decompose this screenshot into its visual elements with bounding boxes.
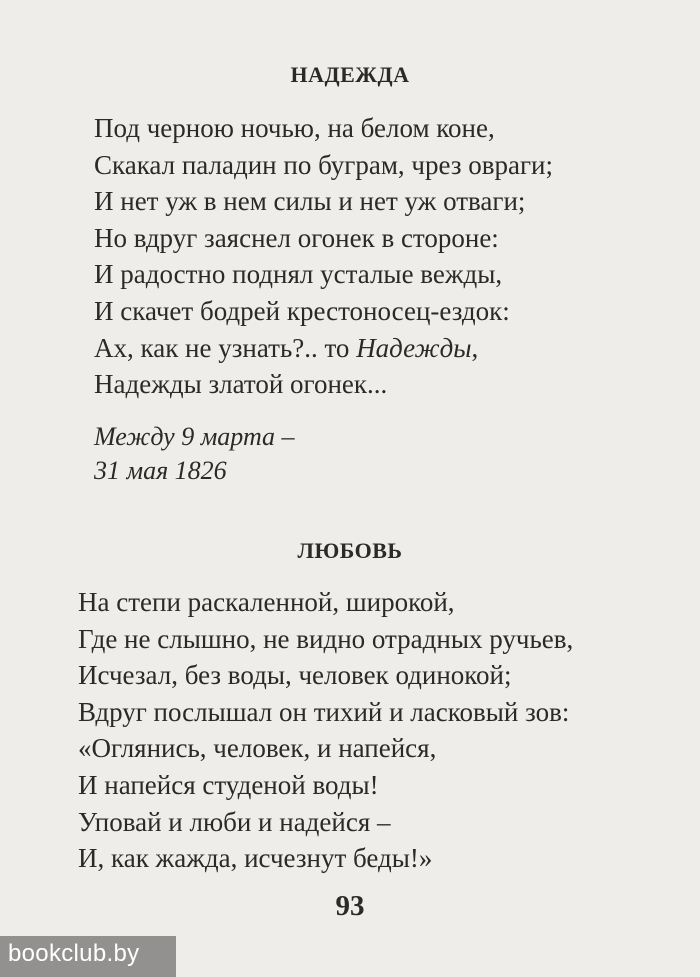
poem-line: И, как жажда, исчезнут беды!» [78, 843, 433, 874]
poem-line-punctuation: , [471, 332, 479, 363]
poem-line: Под черною ночью, на белом коне, [94, 113, 495, 143]
poem-line: Уповай и люби и надейся – [78, 806, 391, 837]
poem-line: И скачет бодрей крестоносец-ездок: [94, 295, 510, 326]
poem-line-italic-word: Надежды [356, 332, 472, 363]
poem-line: Где не слышно, не видно отрадных ручьев, [78, 623, 574, 654]
poem-line: Вдруг послышал он тихий и ласковый зов: [78, 696, 570, 727]
poem-line-text: Ах, как не узнать?.. то [94, 332, 357, 363]
watermark [0, 936, 176, 977]
poem-line: И нет уж в нем силы и нет уж отваги; [94, 186, 526, 217]
poem-line [94, 330, 553, 367]
poem-date [94, 420, 295, 488]
poem-nadezhda-stanza [94, 110, 553, 403]
watermark-text: bookclub.by [8, 940, 140, 967]
poem-line: И напейся студеной воды! [78, 769, 379, 800]
poem-line: На степи раскаленной, широкой, [78, 587, 455, 617]
poem-line: Но вдруг заяснел огонек в стороне: [94, 222, 499, 253]
poem-title-lyubov: ЛЮБОВЬ [297, 538, 403, 563]
poem-line: «Оглянись, человек, и напейся, [78, 733, 437, 764]
poem-line: И радостно поднял усталые вежды, [94, 259, 503, 290]
page-number: 93 [335, 890, 365, 922]
poem-line: Надежды златой огонек... [94, 369, 388, 400]
poem-lyubov-stanza [78, 584, 573, 877]
poem-date-line: Между 9 марта – [94, 422, 295, 451]
poem-line: Скакал паладин по буграм, чрез овраги; [94, 149, 553, 180]
poem-title-nadezhda: НАДЕЖДА [290, 62, 410, 87]
poem-date-line: 31 мая 1826 [94, 456, 227, 485]
poem-line: Исчезал, без воды, человек одинокой; [78, 660, 512, 691]
